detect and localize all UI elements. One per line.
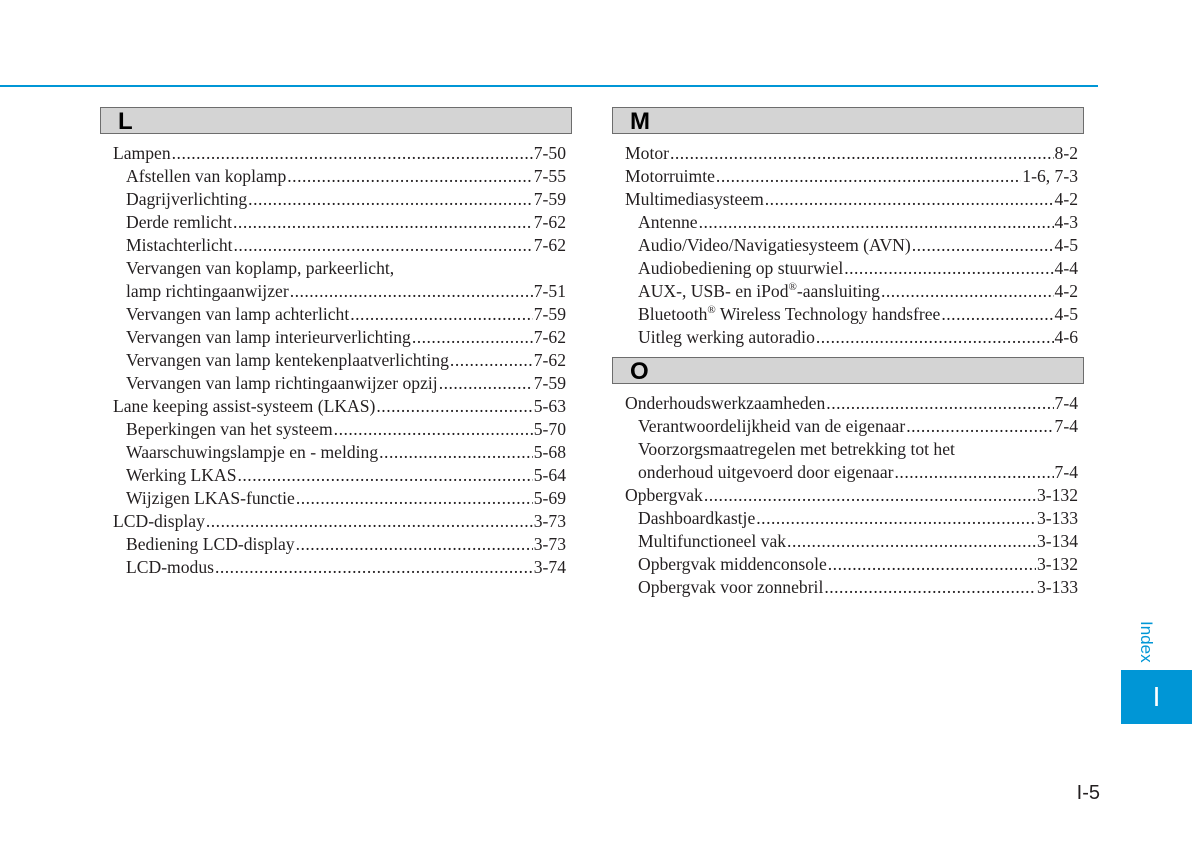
index-entry-page: 4-2 — [1054, 281, 1078, 301]
index-entry-label: Audio/Video/Navigatiesysteem (AVN) — [638, 235, 911, 255]
dot-leader — [412, 326, 533, 349]
dot-leader — [233, 211, 533, 234]
index-entry-page: 3-134 — [1036, 531, 1078, 551]
dot-leader — [379, 441, 533, 464]
index-entry[interactable] — [100, 165, 572, 188]
index-entry-label: Uitleg werking autoradio — [638, 327, 815, 347]
index-entry-page: 3-133 — [1036, 577, 1078, 597]
index-entry-label: Lampen — [113, 143, 171, 163]
index-entry[interactable] — [100, 257, 572, 303]
index-entry-page: 3-73 — [533, 534, 566, 554]
index-entry-label: onderhoud uitgevoerd door eigenaar — [638, 462, 894, 482]
left-column — [100, 107, 572, 579]
dot-leader — [765, 188, 1054, 211]
index-entry[interactable] — [100, 487, 572, 510]
page-number: I-5 — [1076, 782, 1100, 804]
top-accent-rule — [0, 85, 1098, 87]
index-entry[interactable] — [100, 395, 572, 418]
index-entry[interactable] — [100, 234, 572, 257]
index-entry-page: 7-62 — [533, 235, 566, 255]
index-entry[interactable] — [612, 553, 1084, 576]
dot-leader — [439, 372, 533, 395]
dot-leader — [172, 142, 533, 165]
index-entry-list — [612, 392, 1084, 599]
index-entry-label: Waarschuwingslampje en - melding — [126, 442, 379, 462]
index-entry[interactable] — [612, 142, 1084, 165]
index-entry-page: 3-132 — [1036, 485, 1078, 505]
index-entry-label: Vervangen van lamp richtingaanwijzer opzij — [126, 373, 438, 393]
dot-leader — [828, 553, 1036, 576]
index-entry-label: Opbergvak — [625, 485, 703, 505]
index-entry-label: Afstellen van koplamp — [126, 166, 287, 186]
dot-leader — [296, 487, 533, 510]
index-entry-page: 7-4 — [1054, 393, 1078, 413]
index-entry[interactable] — [100, 464, 572, 487]
index-entry-page: 3-73 — [533, 511, 566, 531]
index-entry-label: Vervangen van lamp interieurverlichting — [126, 327, 411, 347]
index-entry-page: 4-3 — [1054, 212, 1078, 232]
index-entry-page: 8-2 — [1054, 143, 1078, 163]
index-entry[interactable] — [612, 257, 1084, 280]
index-entry[interactable] — [612, 484, 1084, 507]
dot-leader — [350, 303, 533, 326]
index-entry-page: 3-74 — [533, 557, 566, 577]
index-entry[interactable] — [100, 510, 572, 533]
dot-leader — [941, 303, 1053, 326]
index-tab-label: Index — [1137, 621, 1156, 663]
index-entry[interactable] — [612, 165, 1084, 188]
index-entry-label: Werking LKAS — [126, 465, 237, 485]
dot-leader — [206, 510, 533, 533]
index-entry-label: Lane keeping assist-systeem (LKAS) — [113, 396, 376, 416]
index-entry-label: Dashboardkastje — [638, 508, 756, 528]
index-entry[interactable] — [612, 188, 1084, 211]
index-entry-page: 5-70 — [533, 419, 566, 439]
section-header-o — [612, 357, 1084, 384]
dot-leader — [215, 556, 533, 579]
index-entry-label-line1: Voorzorgsmaatregelen met betrekking tot het — [638, 439, 955, 459]
section-letter: M — [630, 108, 650, 135]
dot-leader — [704, 484, 1036, 507]
index-entry-list — [612, 142, 1084, 349]
index-entry[interactable] — [100, 349, 572, 372]
index-entry-label: LCD-display — [113, 511, 205, 531]
index-entry[interactable] — [100, 326, 572, 349]
index-entry[interactable] — [100, 418, 572, 441]
dot-leader — [756, 507, 1036, 530]
index-entry-page: 7-62 — [533, 350, 566, 370]
section-header-m — [612, 107, 1084, 134]
index-entry-page: 7-62 — [533, 212, 566, 232]
index-entry-label: Vervangen van lamp kentekenplaatverlichting — [126, 350, 449, 370]
index-entry-label: Motor — [625, 143, 669, 163]
dot-leader — [296, 533, 533, 556]
index-entry-label: Motorruimte — [625, 166, 715, 186]
dot-leader — [234, 234, 533, 257]
dot-leader — [287, 165, 532, 188]
index-entry[interactable] — [612, 392, 1084, 415]
index-entry-label: AUX-, USB- en iPod®-aansluiting — [638, 281, 880, 301]
index-entry-label: Multimediasysteem — [625, 189, 764, 209]
index-entry-page: 7-62 — [533, 327, 566, 347]
index-entry-page: 7-4 — [1054, 462, 1078, 482]
index-entry-page: 7-4 — [1054, 416, 1078, 436]
index-entry-page: 7-59 — [533, 373, 566, 393]
dot-leader — [334, 418, 533, 441]
index-entry-page: 4-4 — [1054, 258, 1078, 278]
index-entry[interactable] — [100, 142, 572, 165]
index-entry-page: 5-63 — [533, 396, 566, 416]
index-entry-page: 4-2 — [1054, 189, 1078, 209]
dot-leader — [699, 211, 1054, 234]
index-entry-label: Vervangen van lamp achterlicht — [126, 304, 350, 324]
index-entry-page: 7-55 — [533, 166, 566, 186]
index-entry[interactable] — [100, 188, 572, 211]
dot-leader — [716, 165, 1021, 188]
index-entry[interactable] — [612, 576, 1084, 599]
dot-leader — [290, 280, 533, 303]
index-entry-page: 1-6, 7-3 — [1022, 166, 1078, 186]
index-entry[interactable] — [612, 415, 1084, 438]
index-entry[interactable] — [100, 556, 572, 579]
index-entry-label: Verantwoordelijkheid van de eigenaar — [638, 416, 906, 436]
index-entry[interactable] — [100, 372, 572, 395]
index-entry[interactable] — [612, 530, 1084, 553]
index-entry-label: Mistachterlicht — [126, 235, 233, 255]
index-entry-label: Onderhoudswerkzaamheden — [625, 393, 826, 413]
right-column — [612, 107, 1084, 599]
dot-leader — [824, 576, 1036, 599]
section-letter: L — [118, 108, 133, 135]
index-entry[interactable] — [612, 280, 1084, 303]
index-entry-label: Bediening LCD-display — [126, 534, 295, 554]
dot-leader — [881, 280, 1054, 303]
index-entry[interactable] — [612, 507, 1084, 530]
index-entry-page: 4-5 — [1054, 235, 1078, 255]
registered-mark: ® — [707, 304, 716, 317]
index-entry[interactable] — [612, 438, 1084, 484]
dot-leader — [895, 461, 1054, 484]
index-entry-label: Opbergvak voor zonnebril — [638, 577, 824, 597]
index-entry[interactable] — [100, 303, 572, 326]
index-entry-page: 4-6 — [1054, 327, 1078, 347]
dot-leader — [826, 392, 1053, 415]
index-entry-page: 5-64 — [533, 465, 566, 485]
dot-leader — [670, 142, 1054, 165]
index-entry-page: 4-5 — [1054, 304, 1078, 324]
index-entry-page: 5-69 — [533, 488, 566, 508]
index-entry-page: 7-59 — [533, 189, 566, 209]
index-entry[interactable] — [612, 326, 1084, 349]
index-entry-page: 3-133 — [1036, 508, 1078, 528]
dot-leader — [787, 530, 1036, 553]
index-entry-list — [100, 142, 572, 579]
index-entry-label: Beperkingen van het systeem — [126, 419, 333, 439]
section-header-l — [100, 107, 572, 134]
dot-leader — [906, 415, 1053, 438]
index-tab-letter[interactable]: I — [1121, 670, 1192, 724]
index-entry[interactable] — [612, 211, 1084, 234]
index-entry-label: Dagrijverlichting — [126, 189, 248, 209]
dot-leader — [238, 464, 533, 487]
index-entry-label: lamp richtingaanwijzer — [126, 281, 289, 301]
index-entry[interactable] — [612, 303, 1084, 326]
index-entry-label: Bluetooth® Wireless Technology handsfree — [638, 304, 941, 324]
index-entry[interactable] — [100, 441, 572, 464]
index-entry[interactable] — [612, 234, 1084, 257]
index-entry[interactable] — [100, 533, 572, 556]
index-entry-label: Multifunctioneel vak — [638, 531, 787, 551]
index-entry-page: 5-68 — [533, 442, 566, 462]
section-letter: O — [630, 358, 649, 385]
index-entry[interactable] — [100, 211, 572, 234]
dot-leader — [816, 326, 1054, 349]
index-entry-label: LCD-modus — [126, 557, 214, 577]
index-entry-label: Opbergvak middenconsole — [638, 554, 827, 574]
index-entry-page: 7-51 — [533, 281, 566, 301]
dot-leader — [844, 257, 1053, 280]
index-entry-page: 3-132 — [1036, 554, 1078, 574]
dot-leader — [450, 349, 533, 372]
index-entry-label: Audiobediening op stuurwiel — [638, 258, 844, 278]
index-entry-label: Wijzigen LKAS-functie — [126, 488, 295, 508]
dot-leader — [376, 395, 532, 418]
index-entry-page: 7-59 — [533, 304, 566, 324]
index-entry-label: Antenne — [638, 212, 698, 232]
index-entry-page: 7-50 — [533, 143, 566, 163]
registered-mark: ® — [788, 281, 797, 294]
dot-leader — [248, 188, 533, 211]
index-entry-label: Derde remlicht — [126, 212, 233, 232]
dot-leader — [912, 234, 1054, 257]
index-entry-label-line1: Vervangen van koplamp, parkeerlicht, — [126, 258, 395, 278]
